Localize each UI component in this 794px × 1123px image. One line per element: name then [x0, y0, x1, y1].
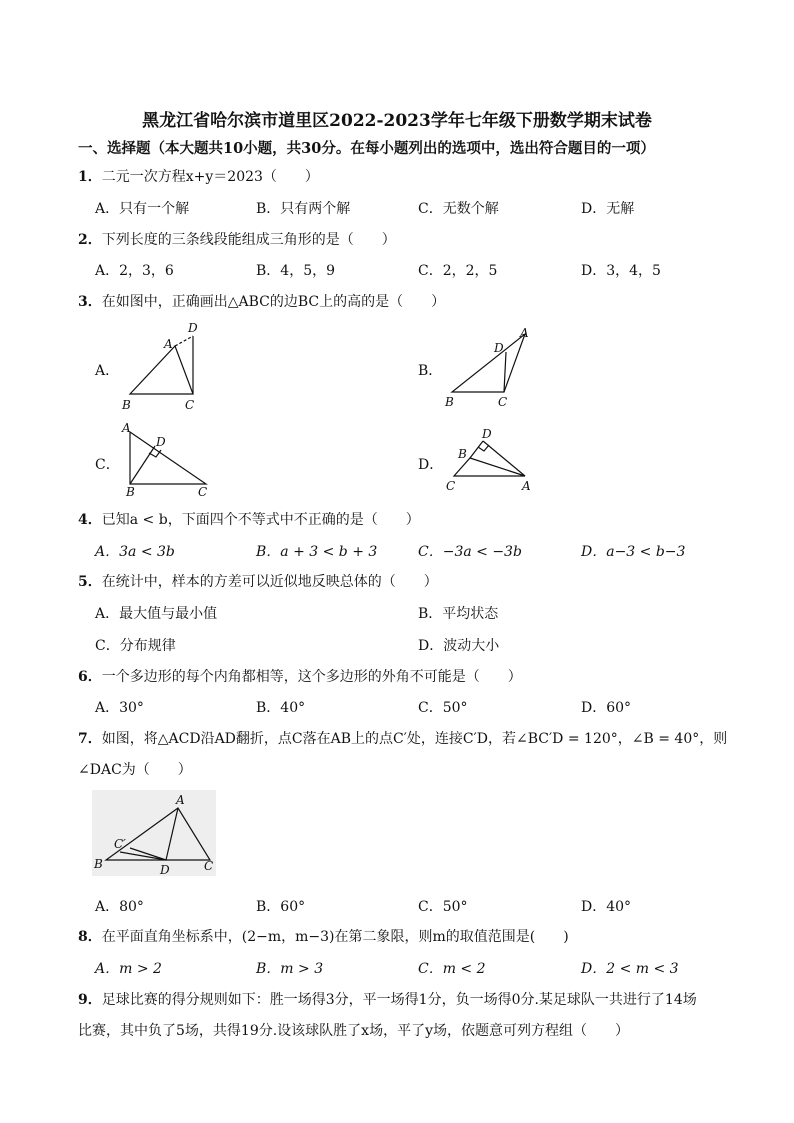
figure-q3-d	[440, 424, 550, 500]
q6-option-a[interactable]: A．30°	[95, 700, 144, 716]
q7-option-b[interactable]: B．60°	[256, 899, 306, 915]
fig7-label-d: D	[160, 863, 170, 876]
figure-q3-a	[118, 318, 208, 416]
q8-option-a[interactable]: A．m > 2	[95, 961, 162, 977]
figA-extension	[175, 336, 193, 346]
q2-option-d[interactable]: D．3，4，5	[581, 263, 661, 279]
page-title: 黑龙江省哈尔滨市道里区2022-2023学年七年级下册数学期末试卷	[142, 111, 652, 131]
figD-label-b: B	[458, 447, 467, 461]
q3-option-b[interactable]: B．	[418, 363, 443, 379]
figC-right-angle	[149, 450, 161, 457]
q7-option-a[interactable]: A．80°	[95, 899, 144, 915]
figA-triangle	[130, 346, 193, 394]
q5-option-a[interactable]: A．最大值与最小值	[95, 606, 218, 622]
figD-label-a: A	[522, 479, 531, 493]
question-7: 7．如图，将△ACD沿AD翻折，点C落在AB上的点C′处，连接C′D，若∠BC′D = 120°，∠B = 40°，则	[78, 731, 728, 747]
fig7-segment-c-prime-d	[130, 848, 166, 860]
q5-option-c[interactable]: C．分布规律	[95, 638, 176, 654]
q3-option-a[interactable]: A．	[95, 363, 120, 379]
q1-option-c[interactable]: C．无数个解	[418, 201, 499, 217]
q3-option-c[interactable]: C．	[95, 457, 120, 473]
q2-option-a[interactable]: A．2，3，6	[95, 263, 174, 279]
question-7-line-2: ∠DAC为（ ）	[78, 762, 192, 778]
figB-label-a: A	[520, 326, 529, 340]
fig7-label-c: C	[204, 859, 214, 873]
q6-option-c[interactable]: C．50°	[418, 700, 468, 716]
figA-label-d: D	[188, 321, 198, 335]
q5-option-d[interactable]: D．波动大小	[418, 638, 500, 654]
question-1: 1．二元一次方程x+y＝2023（ ）	[78, 169, 319, 185]
figure-q3-c	[116, 420, 220, 500]
question-8: 8．在平面直角坐标系中，(2−m，m−3)在第二象限，则m的取值范围是( )	[78, 929, 569, 945]
figure-q7	[92, 790, 216, 876]
figB-label-b: B	[445, 395, 454, 409]
figA-label-a: A	[164, 337, 173, 351]
q6-option-b[interactable]: B．40°	[256, 700, 306, 716]
fig7-label-b: B	[94, 857, 103, 871]
figB-label-c: C	[498, 395, 508, 409]
q2-option-b[interactable]: B．4，5，9	[256, 263, 336, 279]
question-4: 4．已知a < b，下面四个不等式中不正确的是（ ）	[78, 512, 420, 528]
question-9: 9．足球比赛的得分规则如下：胜一场得3分，平一场得1分，负一场得0分.某足球队一共进行了14场	[78, 992, 697, 1008]
q5-option-b[interactable]: B．平均状态	[418, 606, 499, 622]
q7-option-d[interactable]: D．40°	[581, 899, 632, 915]
figD-label-d: D	[482, 427, 492, 441]
q3-option-d[interactable]: D．	[418, 457, 444, 473]
q6-option-d[interactable]: D．60°	[581, 700, 632, 716]
question-6: 6．一个多边形的每个内角都相等，这个多边形的外角不可能是（ ）	[78, 669, 522, 685]
q1-option-d[interactable]: D．无解	[581, 201, 635, 217]
question-2: 2．下列长度的三条线段能组成三角形的是（ ）	[78, 232, 396, 248]
q4-option-b[interactable]: B．a + 3 < b + 3	[256, 544, 378, 560]
figC-label-a: A	[122, 421, 131, 435]
figD-label-c: C	[446, 479, 456, 493]
q2-option-c[interactable]: C．2，2，5	[418, 263, 498, 279]
section-heading: 一、选择题（本大题共10小题，共30分。在每小题列出的选项中，选出符合题目的一项）	[78, 140, 655, 157]
figD-height	[483, 441, 525, 476]
q1-option-a[interactable]: A．只有一个解	[95, 201, 190, 217]
figA-label-b: B	[122, 398, 131, 412]
q7-option-c[interactable]: C．50°	[418, 899, 468, 915]
figB-triangle	[452, 334, 525, 392]
question-9-line-2: 比赛，其中负了5场，共得19分.设该球队胜了x场，平了y场，依题意可列方程组（ ）	[78, 1023, 629, 1039]
q4-option-d[interactable]: D．a−3 < b−3	[581, 544, 686, 560]
figC-label-b: B	[126, 485, 135, 499]
fig7-label-c-prime: C′	[114, 837, 126, 851]
figC-triangle	[130, 432, 206, 484]
q4-option-a[interactable]: A．3a < 3b	[95, 544, 175, 560]
figB-label-d: D	[494, 341, 504, 355]
figC-label-d: D	[156, 435, 166, 449]
fig7-label-a: A	[176, 793, 185, 807]
figC-label-c: C	[198, 485, 208, 499]
question-5: 5．在统计中，样本的方差可以近似地反映总体的（ ）	[78, 574, 438, 590]
q1-option-b[interactable]: B．只有两个解	[256, 201, 351, 217]
q4-option-c[interactable]: C．−3a < −3b	[418, 544, 522, 560]
q8-option-d[interactable]: D．2 < m < 3	[581, 961, 679, 977]
q8-option-c[interactable]: C．m < 2	[418, 961, 486, 977]
fig7-segment-c-prime-d-extra	[120, 852, 166, 860]
figC-height	[130, 446, 155, 484]
q8-option-b[interactable]: B．m > 3	[256, 961, 324, 977]
question-3: 3．在如图中，正确画出△ABC的边BC上的高的是（ ）	[78, 294, 446, 310]
figure-q3-b	[440, 320, 550, 412]
figA-label-c: C	[185, 398, 195, 412]
